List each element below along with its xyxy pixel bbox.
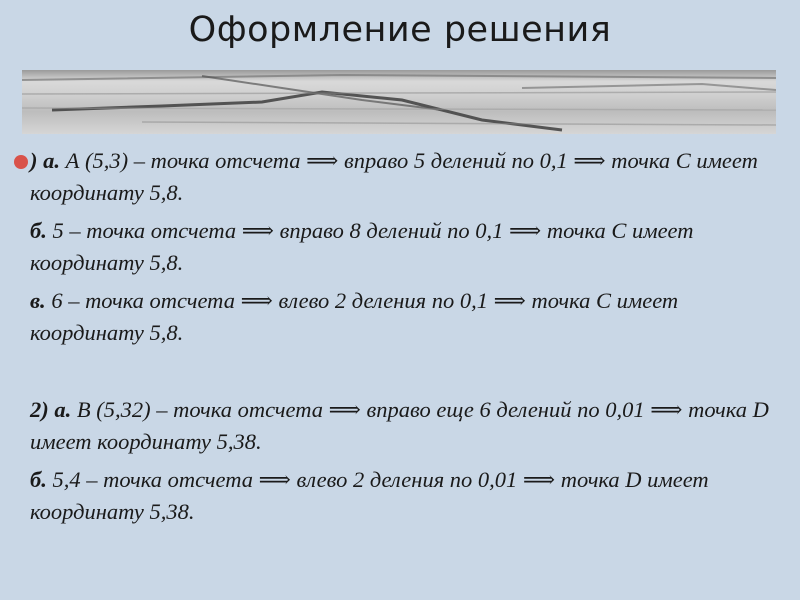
slide-title: Оформление решения — [188, 10, 612, 50]
solution-item-2a: 2) а. В (5,32) – точка отсчета ⟹ вправо еще 6 делений по 0,01 ⟹ точка D имеет координату 5,38. — [30, 397, 769, 454]
solution-text — [30, 145, 780, 528]
bullet-dot-icon — [14, 155, 28, 169]
solution-item-2b: б. 5,4 – точка отсчета ⟹ влево 2 деления по 0,01 ⟹ точка D имеет координату 5,38. — [30, 467, 709, 524]
solution-item-1b: б. 5 – точка отсчета ⟹ вправо 8 делений по 0,1 ⟹ точка С имеет координату 5,8. — [30, 218, 694, 275]
scratched-surface-image — [22, 70, 776, 134]
solution-item-1c: в. 6 – точка отсчета ⟹ влево 2 деления по 0,1 ⟹ точка С имеет координату 5,8. — [30, 288, 679, 345]
solution-item-1a: ) а. А (5,3) – точка отсчета ⟹ вправо 5 делений по 0,1 ⟹ точка С имеет координату 5,8. — [30, 145, 780, 209]
header-photo-band — [22, 70, 776, 134]
